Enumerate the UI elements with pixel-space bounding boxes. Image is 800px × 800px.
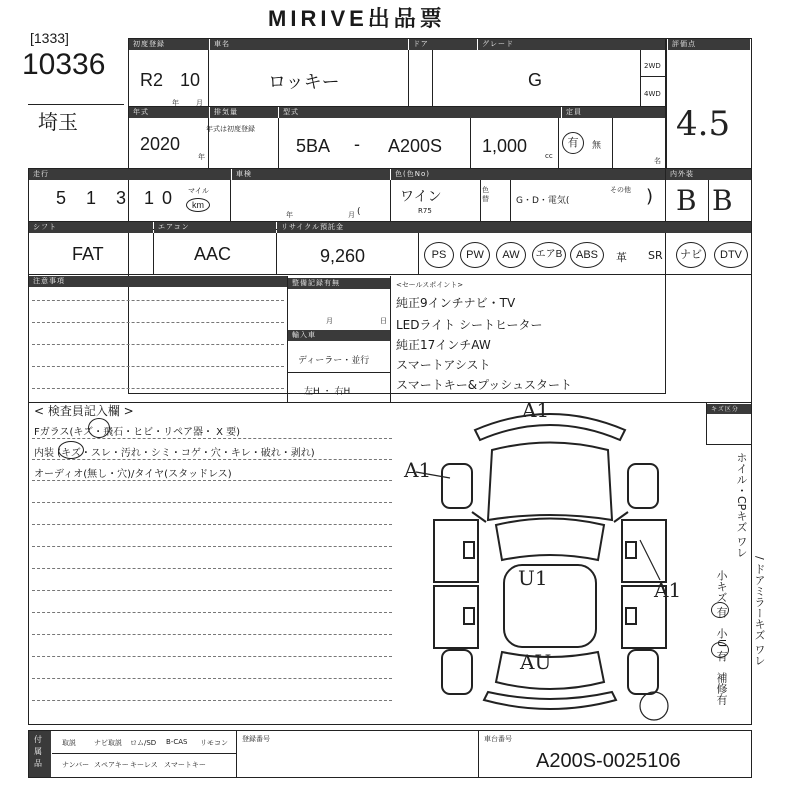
mileage-digit-2: 1 (86, 188, 97, 208)
inspector-title: < 検査員記入欄 > (34, 404, 134, 418)
reg-month: 10 (180, 70, 201, 90)
side-note-small-scratch: 小キズ 有 (715, 570, 728, 618)
side-circle-1 (711, 602, 729, 618)
capacity-unit: 名 (654, 157, 661, 165)
hdr-score: 評価点 (668, 39, 750, 50)
lot-divider (28, 104, 124, 105)
hdr-maintenance: 整備記録有無 (288, 278, 390, 289)
hdr-door: ドア (409, 39, 477, 50)
hdr-notes: 注意事項 (29, 276, 287, 287)
drive-2wd: 2WD (644, 62, 661, 70)
reg-era: R2 (140, 70, 164, 90)
damage-front: A1 (522, 398, 550, 422)
model-year-note: 年式は初度登録 (206, 125, 255, 133)
chassis-number: A200S-0025106 (536, 750, 681, 772)
wheel-lf (442, 464, 472, 508)
hdr-grade: グレード (478, 39, 665, 50)
displacement-unit: cc (545, 152, 553, 160)
handle (464, 542, 474, 558)
divider (470, 118, 471, 168)
model-year-unit: 年 (198, 153, 205, 161)
divider (558, 118, 559, 168)
exterior-rating: B (712, 184, 733, 217)
inspector-line-1: Fガラス(キズ・飛石・ヒビ・リペア器・ X 要) (34, 427, 241, 438)
notes-line (32, 388, 284, 389)
color-name: ワイン (400, 189, 442, 205)
divider (640, 76, 666, 77)
hdr-model-type: 型式 (279, 107, 561, 118)
aircon-value: AAC (194, 244, 232, 264)
divider (287, 372, 391, 373)
mileage-digit-1: 5 (56, 188, 67, 208)
inspector-dash (32, 634, 392, 635)
mileage-digit-4: 1 (144, 188, 155, 208)
inspector-dash (32, 700, 392, 701)
divider (432, 50, 433, 106)
hood (488, 443, 612, 521)
equip-leather: 革 (616, 251, 627, 264)
reg-year-unit: 年 (172, 99, 179, 107)
sales-item-5: スマートキー&プッシュスタート (396, 378, 573, 392)
notes-line (32, 344, 284, 345)
acc-smart-key: スマートキー (164, 761, 206, 769)
sales-item-2: LEDライト シートヒーター (396, 318, 543, 332)
notes-line (32, 366, 284, 367)
equip-navi: ナビ (676, 242, 706, 268)
color-code: R75 (418, 207, 432, 215)
region-label: 埼玉 (38, 110, 78, 134)
acc-manual: 取説 (62, 739, 76, 747)
box-number: [1333] (30, 30, 69, 46)
inspector-dash (32, 568, 392, 569)
handle (626, 608, 636, 624)
side-note-small-dent: 小U 有 (715, 628, 728, 662)
acc-bcas: B-CAS (166, 738, 188, 746)
model-sep: - (354, 134, 360, 154)
score-value: 4.5 (676, 104, 731, 144)
side-note-repair: 補修有 (715, 672, 728, 705)
acc-spare-key: スペアキー (94, 761, 129, 769)
damage-right: A1 (654, 578, 682, 602)
acc-navi-manual: ナビ取説 (94, 739, 122, 747)
hdr-registration: 初度登録 (129, 39, 209, 50)
hdr-inspection: 車検 (232, 169, 390, 180)
insp-year-unit: 年 (286, 211, 293, 219)
divider (52, 753, 236, 754)
insp-paren: ( (357, 207, 361, 217)
inspector-line-2: 内装 (キズ・スレ・汚れ・シミ・コゲ・穴・キレ・破れ・剥れ) (34, 448, 315, 459)
damage-left: A1 (404, 458, 432, 482)
notes-line (32, 300, 284, 301)
model-code: A200S (388, 136, 443, 156)
windshield (496, 519, 604, 561)
mileage-unit-mile: マイル (188, 187, 209, 195)
inspector-dash (32, 438, 392, 439)
left-front-door (434, 520, 478, 582)
equip-aw: AW (496, 242, 526, 268)
inspector-dash (32, 612, 392, 613)
hdr-aircon: エアコン (154, 222, 276, 233)
rear-circle-mark (640, 692, 668, 720)
interior-rating: B (676, 184, 697, 217)
sales-item-1: 純正9インチナビ・TV (396, 296, 516, 310)
divider (208, 118, 209, 168)
drive-4wd: 4WD (644, 90, 661, 98)
hdr-shift: シフト (29, 222, 153, 233)
divider (278, 118, 279, 168)
shift-value: FAT (72, 244, 104, 264)
inspector-dash (32, 656, 392, 657)
car-name: ロッキー (268, 72, 340, 92)
notes-line (32, 322, 284, 323)
grade-value: G (528, 70, 543, 90)
mark-circle-chip (88, 418, 110, 438)
paint-close: ) (646, 186, 654, 207)
equip-dtv: DTV (714, 242, 748, 268)
wheel-rr (628, 650, 658, 694)
hdr-model-year: 年式 (129, 107, 209, 118)
hdr-car-name: 車名 (210, 39, 408, 50)
hdr-int-ext: 内外装 (666, 169, 751, 180)
inspector-dash (32, 502, 392, 503)
form-title: MIRIVE出品票 (268, 6, 446, 31)
inspector-dash (32, 546, 392, 547)
damage-rear: AU (520, 650, 552, 674)
paint-type: G・D・電気( (516, 196, 570, 206)
divider (276, 233, 277, 275)
hdr-recycle: リサイクル預託金 (277, 222, 751, 233)
row4-frame (28, 221, 752, 275)
mileage-digit-5: 0 (162, 188, 173, 208)
divider (208, 50, 209, 106)
acc-keyless: キーレス (130, 761, 158, 769)
sales-title: <セールスポイント> (396, 281, 464, 289)
hdr-color: 色(色No) (391, 169, 665, 180)
reg-month-unit: 月 (196, 99, 203, 107)
hdr-chassis: 車台番号 (484, 735, 512, 743)
mileage-unit-km: km (186, 198, 210, 212)
acc-remote: リモコン (200, 739, 228, 747)
side-note-wheel: ホイル・CPキズ ワレ (735, 452, 748, 558)
model-prefix: 5BA (296, 136, 331, 156)
displacement: 1,000 (482, 136, 528, 156)
model-year: 2020 (140, 134, 181, 154)
sales-item-4: スマートアシスト (396, 358, 491, 372)
mileage-digit-3: 3 (116, 188, 127, 208)
color-change-label: 色替 (482, 186, 489, 203)
equip-abs: ABS (570, 242, 604, 268)
divider (408, 50, 409, 106)
divider (418, 233, 419, 275)
lot-number: 10336 (22, 48, 106, 81)
sales-item-3: 純正17インチAW (396, 338, 491, 352)
inspector-line-3: オーディオ(無し・穴)/タイヤ(スタッドレス) (34, 469, 232, 480)
handle (626, 542, 636, 558)
divider (236, 731, 237, 777)
equip-sr: SR (648, 249, 663, 262)
hdr-mileage: 走行 (29, 169, 231, 180)
divider (153, 233, 154, 275)
damage-roof: U1 (518, 566, 548, 590)
equip-pw: PW (460, 242, 490, 268)
divider (640, 50, 641, 106)
maint-month: 月 (326, 317, 333, 325)
handle-side: 左H ・ 右H (304, 387, 351, 397)
inspector-dash (32, 459, 392, 460)
hdr-engine: 排気量 (210, 107, 278, 118)
left-rear-door (434, 586, 478, 648)
rear-hatch (484, 692, 616, 709)
right-front-door (622, 520, 666, 582)
acc-rom-sd: ロム/SD (130, 739, 157, 747)
insp-month-unit: 月 (348, 211, 355, 219)
divider (612, 118, 613, 168)
inspector-dash (32, 480, 392, 481)
leader-right (640, 540, 660, 580)
hdr-capacity: 定員 (562, 107, 665, 118)
handle (464, 608, 474, 624)
hdr-accessories: 付属品 (34, 735, 42, 768)
paint-other: その他 (610, 186, 631, 194)
import-dealer: ディーラー・並行 (298, 356, 370, 366)
turbo-no: 無 (592, 141, 602, 151)
hdr-damage: キズ区分 (707, 404, 751, 414)
recycle-value: 9,260 (320, 246, 366, 266)
inspector-dash (32, 590, 392, 591)
hdr-import: 輸入車 (288, 330, 390, 341)
reg-number-label: 登録番号 (242, 735, 270, 743)
side-note-mirror: / ドアミラーキズ ワレ (753, 556, 766, 666)
wheel-rf (628, 464, 658, 508)
acc-number: ナンバー (62, 761, 90, 769)
inspector-dash (32, 524, 392, 525)
mark-circle-scratch (58, 441, 84, 459)
turbo-yes: 有 (562, 132, 584, 154)
inspector-dash (32, 678, 392, 679)
equip-airbag: エアB (532, 242, 566, 268)
divider (478, 731, 479, 777)
equip-ps: PS (424, 242, 454, 268)
side-circle-2 (711, 642, 729, 658)
wheel-lr (442, 650, 472, 694)
maint-day: 日 (380, 317, 387, 325)
front-bumper (475, 414, 625, 440)
